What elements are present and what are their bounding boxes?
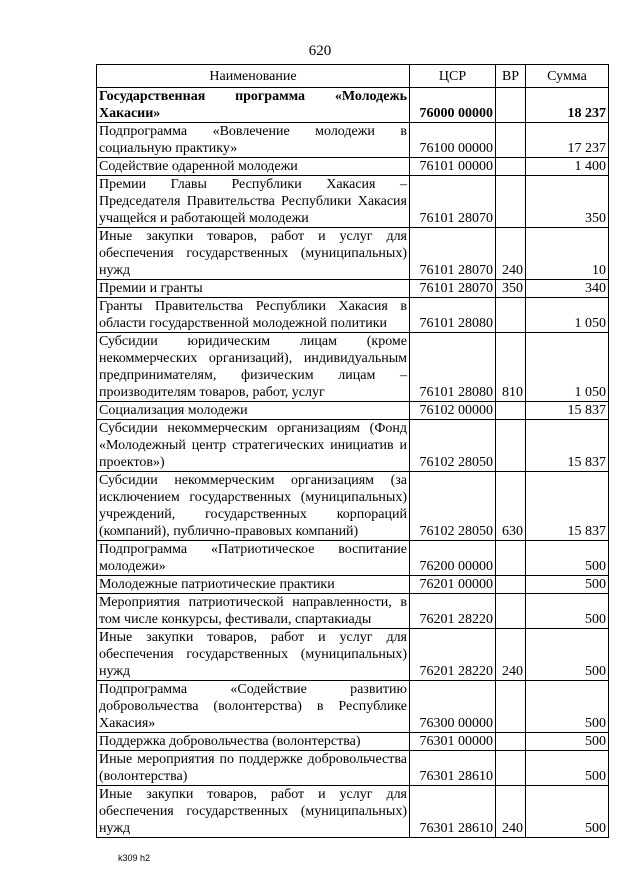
- row-vr-cell: 240: [496, 228, 526, 280]
- row-csr-cell: 76301 00000: [410, 733, 496, 751]
- table-row: [97, 681, 609, 733]
- row-sum-cell: 15 837: [526, 402, 609, 420]
- table-row: [97, 576, 609, 594]
- row-name-cell: Молодежные патриотические практики: [97, 576, 410, 594]
- row-name-cell: Подпрограмма «Патриотическое воспитание молодежи»: [97, 541, 410, 576]
- table-body: [97, 88, 609, 838]
- table-row: [97, 472, 609, 541]
- row-sum-cell: 500: [526, 751, 609, 786]
- header-csr: ЦСР: [410, 65, 496, 88]
- row-sum-cell: 15 837: [526, 472, 609, 541]
- row-sum-cell: 500: [526, 541, 609, 576]
- table-row: [97, 594, 609, 629]
- row-name-cell: Поддержка добровольчества (волонтерства): [97, 733, 410, 751]
- table-row: [97, 176, 609, 228]
- row-name-cell: Иные закупки товаров, работ и услуг для обеспечения государственных (муниципальных) нужд: [97, 786, 410, 838]
- row-vr-cell: 240: [496, 786, 526, 838]
- row-sum-cell: 340: [526, 280, 609, 298]
- budget-table: [96, 64, 609, 838]
- row-vr-cell: [496, 402, 526, 420]
- row-name-cell: Социализация молодежи: [97, 402, 410, 420]
- row-csr-cell: 76101 28070: [410, 176, 496, 228]
- row-csr-cell: 76200 00000: [410, 541, 496, 576]
- row-name-cell: Иные закупки товаров, работ и услуг для обеспечения государственных (муниципальных) нужд: [97, 629, 410, 681]
- row-name-cell: Субсидии некоммерческим организациям (за исключением государственных (муниципальных) учреждений, государственных корпораций (компаний), публично-правовых компаний): [97, 472, 410, 541]
- row-vr-cell: [496, 541, 526, 576]
- row-vr-cell: [496, 594, 526, 629]
- row-vr-cell: [496, 88, 526, 123]
- row-name-cell: Государственная программа «Молодежь Хакасии»: [97, 88, 410, 123]
- row-name-cell: Субсидии некоммерческим организациям (Фонд «Молодежный центр стратегических инициатив и проектов»): [97, 420, 410, 472]
- row-csr-cell: 76201 28220: [410, 594, 496, 629]
- row-sum-cell: 500: [526, 681, 609, 733]
- row-csr-cell: 76102 28050: [410, 420, 496, 472]
- header-name: Наименование: [97, 65, 410, 88]
- row-csr-cell: 76101 00000: [410, 158, 496, 176]
- row-name-cell: Подпрограмма «Вовлечение молодежи в социальную практику»: [97, 123, 410, 158]
- table-row: [97, 420, 609, 472]
- row-name-cell: Субсидии юридическим лицам (кроме некоммерческих организаций), индивидуальным предпринимателям, физическим лицам – производителям товаров, работ, услуг: [97, 333, 410, 402]
- row-sum-cell: 500: [526, 629, 609, 681]
- row-csr-cell: 76100 00000: [410, 123, 496, 158]
- table-row: [97, 123, 609, 158]
- row-vr-cell: 350: [496, 280, 526, 298]
- table-row: [97, 280, 609, 298]
- table-row: [97, 298, 609, 333]
- table-row: [97, 228, 609, 280]
- row-name-cell: Премии Главы Республики Хакасия – Председателя Правительства Республики Хакасия учащейся и работающей молодежи: [97, 176, 410, 228]
- row-sum-cell: 500: [526, 576, 609, 594]
- row-sum-cell: 15 837: [526, 420, 609, 472]
- table-row: [97, 333, 609, 402]
- table-row: [97, 402, 609, 420]
- table-row: [97, 629, 609, 681]
- table-row: [97, 751, 609, 786]
- row-name-cell: Подпрограмма «Содействие развитию добровольчества (волонтерства) в Республике Хакасия»: [97, 681, 410, 733]
- row-sum-cell: 500: [526, 594, 609, 629]
- row-sum-cell: 18 237: [526, 88, 609, 123]
- row-name-cell: Иные закупки товаров, работ и услуг для обеспечения государственных (муниципальных) нужд: [97, 228, 410, 280]
- row-csr-cell: 76201 28220: [410, 629, 496, 681]
- table-row: [97, 786, 609, 838]
- row-vr-cell: [496, 751, 526, 786]
- table-row: [97, 88, 609, 123]
- row-vr-cell: [496, 576, 526, 594]
- row-name-cell: Гранты Правительства Республики Хакасия в области государственной молодежной политики: [97, 298, 410, 333]
- row-csr-cell: 76101 28070: [410, 228, 496, 280]
- row-sum-cell: 10: [526, 228, 609, 280]
- footer-code: k309 h2: [118, 853, 151, 863]
- table-row: [97, 541, 609, 576]
- row-vr-cell: [496, 123, 526, 158]
- row-sum-cell: 1 400: [526, 158, 609, 176]
- row-sum-cell: 500: [526, 786, 609, 838]
- row-sum-cell: 17 237: [526, 123, 609, 158]
- row-csr-cell: 76102 00000: [410, 402, 496, 420]
- row-csr-cell: 76201 00000: [410, 576, 496, 594]
- page-number: 620: [308, 43, 332, 59]
- row-vr-cell: [496, 733, 526, 751]
- row-name-cell: Премии и гранты: [97, 280, 410, 298]
- row-sum-cell: 350: [526, 176, 609, 228]
- table-row: [97, 158, 609, 176]
- row-vr-cell: 240: [496, 629, 526, 681]
- row-csr-cell: 76301 28610: [410, 751, 496, 786]
- row-vr-cell: [496, 176, 526, 228]
- table-row: [97, 733, 609, 751]
- row-vr-cell: 630: [496, 472, 526, 541]
- row-sum-cell: 1 050: [526, 298, 609, 333]
- row-csr-cell: 76000 00000: [410, 88, 496, 123]
- row-vr-cell: [496, 158, 526, 176]
- row-vr-cell: 810: [496, 333, 526, 402]
- row-sum-cell: 1 050: [526, 333, 609, 402]
- row-sum-cell: 500: [526, 733, 609, 751]
- header-vr: ВР: [496, 65, 526, 88]
- row-vr-cell: [496, 681, 526, 733]
- row-vr-cell: [496, 298, 526, 333]
- row-name-cell: Мероприятия патриотической направленности, в том числе конкурсы, фестивали, спартакиады: [97, 594, 410, 629]
- row-csr-cell: 76300 00000: [410, 681, 496, 733]
- row-vr-cell: [496, 420, 526, 472]
- row-csr-cell: 76102 28050: [410, 472, 496, 541]
- row-csr-cell: 76101 28070: [410, 280, 496, 298]
- row-csr-cell: 76101 28080: [410, 333, 496, 402]
- row-csr-cell: 76101 28080: [410, 298, 496, 333]
- table-header-row: [97, 65, 609, 88]
- row-name-cell: Иные мероприятия по поддержке добровольчества (волонтерства): [97, 751, 410, 786]
- row-name-cell: Содействие одаренной молодежи: [97, 158, 410, 176]
- row-csr-cell: 76301 28610: [410, 786, 496, 838]
- header-sum: Сумма: [526, 65, 609, 88]
